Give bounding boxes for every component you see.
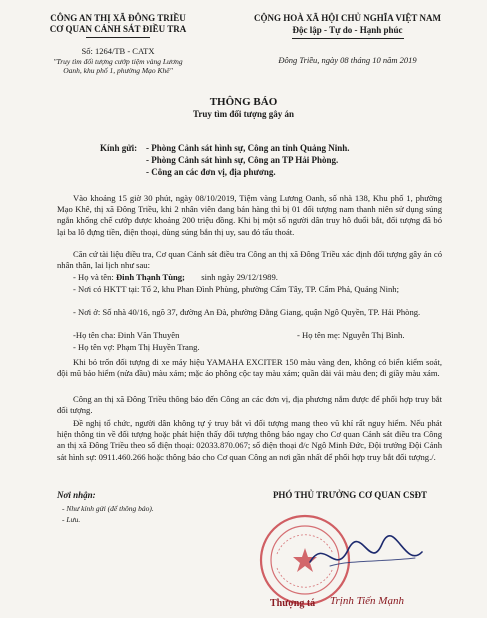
paragraph-incident-text: Vào khoảng 15 giờ 30 phút, ngày 08/10/2019, Tiệm vàng Lương Oanh, số nhà 138, Khu phố 1, phường Mạo Khê, thị xã Đông Triều, khi 2 nhân viên đang bán hàng thì bị 01 đối tượng nam thanh niên sử dụng súng ngắn khống chế cướp được khoảng 200 triệu đồng. Khi bị một số người dân truy hô đuổi bắt, đối tượng đã bỏ lại ba lô đựng tiền, điện thoại, dùng súng bắn thị uy, sau đó tẩu thoát. — [57, 193, 442, 237]
footer-item-1: - Như kính gửi (để thông báo). — [62, 504, 154, 513]
signer-name: Trịnh Tiến Mạnh — [330, 595, 404, 607]
recipient-2: - Phòng Cảnh sát hình sự, Công an TP Hải Phòng. — [146, 155, 339, 165]
mother-line — [297, 330, 447, 341]
document-summary-line1: "Truy tìm đối tượng cướp tiệm vàng Lương — [53, 57, 183, 66]
handwritten-signature-icon — [300, 532, 430, 582]
header-left-rule — [86, 37, 150, 38]
paragraph-escape-text: Khi bỏ trốn đối tượng đi xe máy hiệu YAMAHA EXCITER 150 màu vàng đen, không có biển kiểm soát, đội mũ bảo hiểm (nửa đầu) màu xám; mặc áo phông cộc tay màu xám; quần dài vải màu đen; đi giầy màu xám. — [57, 357, 442, 379]
document-title: THÔNG BÁO — [209, 96, 278, 108]
suspect-dob-label: sinh ngày — [201, 272, 235, 282]
suspect-name-line — [57, 272, 442, 283]
paragraph-identification-text: Căn cứ tài liệu điều tra, Cơ quan Cảnh sát điều tra Công an thị xã Đông Triều xác định đối tượng gây án có nhân thân, lai lịch như sau: — [57, 249, 442, 271]
mother-text: - Họ tên mẹ: Nguyễn Thị Bình. — [297, 330, 405, 340]
paragraph-incident — [57, 193, 442, 238]
paragraph-notice — [57, 394, 442, 416]
document-summary-line2: Oanh, khu phố 1, phường Mạo Khê" — [63, 66, 173, 75]
document-number: Số: 1264/TB - CATX — [81, 46, 155, 56]
paragraph-identification — [57, 249, 442, 271]
suspect-current-address — [57, 307, 442, 318]
recipients-label-text: Kính gửi: — [100, 143, 138, 153]
place-date: Đông Triều, ngày 08 tháng 10 năm 2019 — [278, 55, 417, 65]
paragraph-request-text: Đề nghị tổ chức, người dân không tự ý truy bắt vì đối tượng mang theo vũ khí rất nguy hiểm. Nếu phát hiện thông tin về đối tượng hoặc phát hiện thấy đối tượng thông báo ngay cho Cơ quan Cảnh sát điều tra Công an thị xã Đông Triều theo số điện thoại: 02033.870.067; số điện thoại đ/c Ngô Minh Đức, Đội trưởng Đội Cảnh sát hình sự: 0911.460.266 hoặc thông báo cho Cơ quan Công an nơi gần nhất để phối hợp truy bắt đối tượng./. — [57, 418, 442, 462]
suspect-name: Đinh Thạnh Tùng; — [115, 272, 185, 282]
issuer-agency: CÔNG AN THỊ XÃ ĐÔNG TRIỀU — [50, 13, 186, 23]
paragraph-escape — [57, 357, 442, 379]
recipient-1: - Phòng Cảnh sát hình sự, Công an tỉnh Quảng Ninh. — [146, 143, 350, 153]
signer-rank: Thượng tá — [270, 598, 316, 609]
footer-item-2: - Lưu. — [62, 515, 81, 524]
suspect-residence — [57, 284, 442, 295]
paragraph-request — [57, 418, 442, 463]
suspect-residence-text: - Nơi có HKTT tại: Tổ 2, khu Phan Đình Phùng, phường Cẩm Tây, TP. Cẩm Phả, Quảng Ninh; — [73, 284, 399, 294]
suspect-dob: 29/12/1989. — [236, 272, 278, 282]
national-title: CỘNG HOÀ XÃ HỘI CHỦ NGHĨA VIỆT NAM — [254, 13, 441, 23]
suspect-name-label: - Họ và tên: — [73, 272, 114, 282]
paragraph-notice-text: Công an thị xã Đông Triều thông báo đến Công an các đơn vị, địa phương nắm được để phối hợp truy bắt đối tượng. — [57, 394, 442, 416]
suspect-spouse-line — [57, 342, 442, 353]
father-text: -Họ tên cha: Đinh Văn Thuyên — [73, 330, 180, 340]
national-motto: Độc lập - Tự do - Hạnh phúc — [292, 25, 403, 35]
issuer-department: CƠ QUAN CẢNH SÁT ĐIỀU TRA — [49, 24, 187, 34]
spouse-text: - Họ tên vợ: Phạm Thị Huyền Trang. — [73, 342, 200, 352]
document-subtitle: Truy tìm đối tượng gây án — [193, 109, 294, 119]
recipient-3: - Công an các đơn vị, địa phương. — [146, 167, 276, 177]
recipients-label — [100, 143, 137, 153]
header-right-rule — [292, 38, 404, 39]
recipients-footer-label: Nơi nhận: — [57, 490, 96, 500]
signer-title: PHÓ THỦ TRƯỞNG CƠ QUAN CSĐT — [272, 490, 428, 500]
suspect-current-address-text: - Nơi ở: Số nhà 40/16, ngõ 37, đường An Đà, phường Đằng Giang, quận Ngô Quyền, TP. Hải Phòng. — [73, 307, 421, 317]
